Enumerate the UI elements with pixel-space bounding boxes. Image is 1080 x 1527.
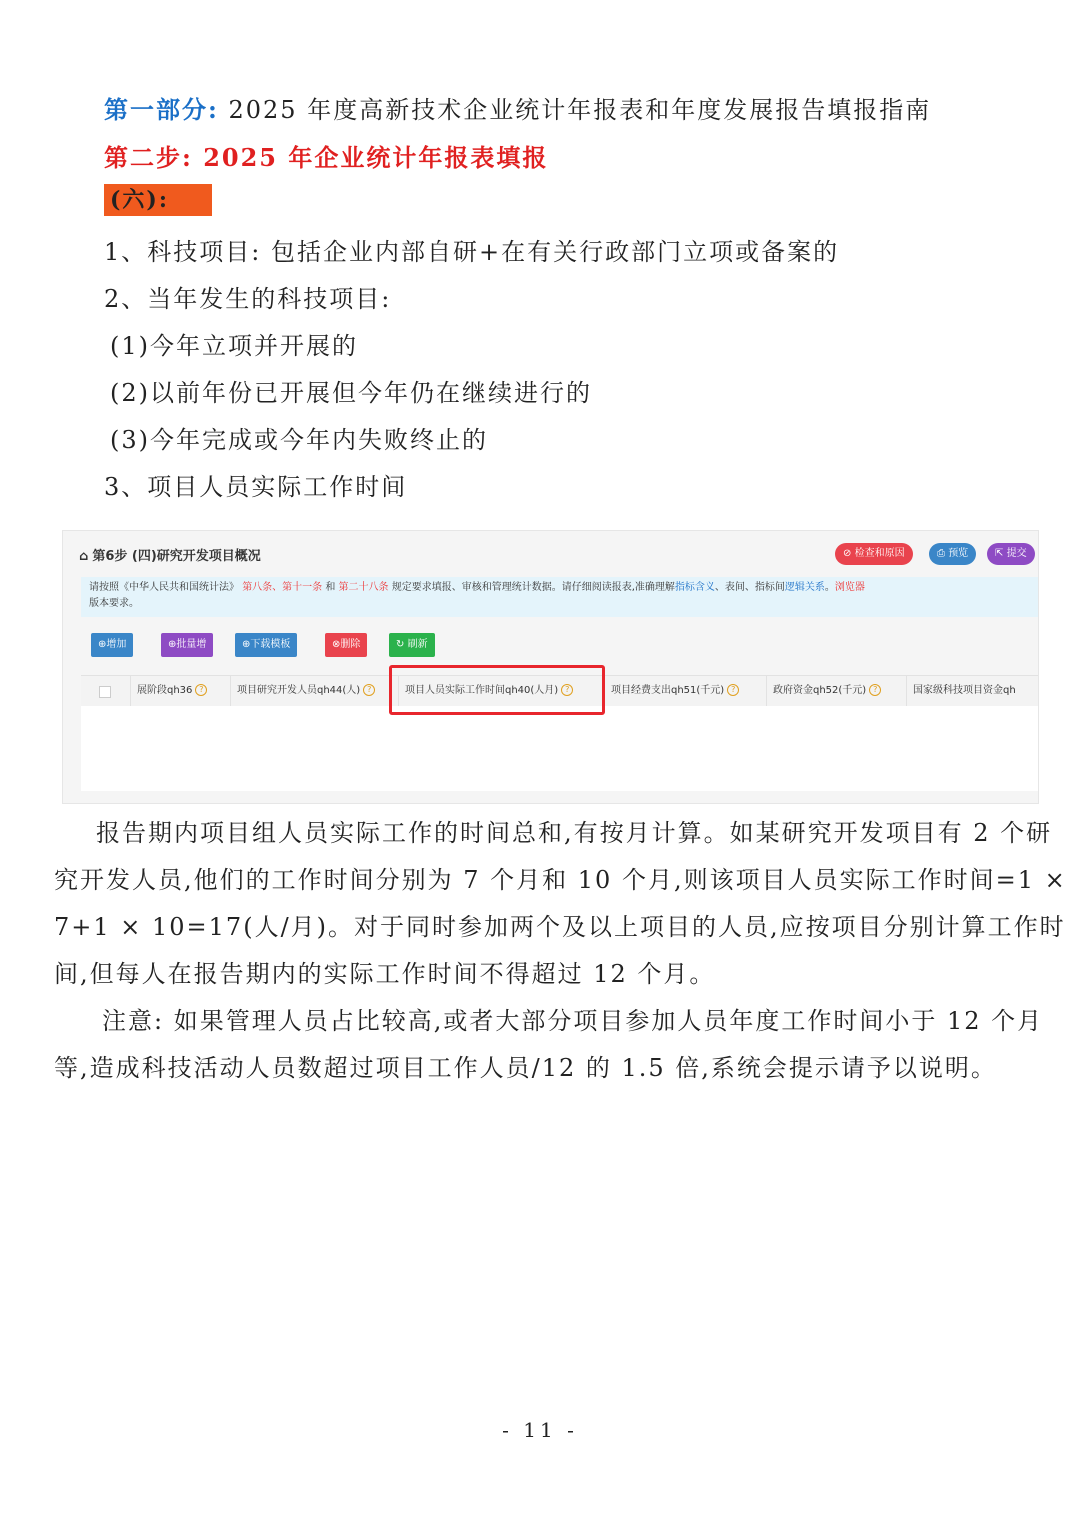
download-template-label: 下载模板 <box>250 639 291 650</box>
notice-text: 请按照《中华人民共和国统计法》 <box>89 582 239 593</box>
list-item: (1)今年立项并开展的 <box>110 332 358 360</box>
paragraph <box>54 998 1044 1092</box>
column-label: 项目人员实际工作时间qh40(人月) <box>405 685 559 696</box>
notice-text: 和 <box>322 582 339 593</box>
notice-link[interactable]: 指标含义 <box>674 582 715 593</box>
batch-add-label: 批量增 <box>176 639 207 650</box>
preview-label: 预览 <box>948 548 969 559</box>
delete-label: 删除 <box>340 639 361 650</box>
download-template-button[interactable] <box>235 633 297 657</box>
add-button[interactable] <box>91 633 133 657</box>
column-label: 项目研究开发人员qh44(人) <box>237 685 361 696</box>
paragraph-line: 注意: 如果管理人员占比较高,或者大部分项目参加人员年度工作时间小于 12 个月 <box>102 1007 1044 1035</box>
list-item: 3、项目人员实际工作时间 <box>104 473 408 501</box>
notice-banner <box>81 577 1039 617</box>
page-number: - 11 - <box>502 1418 578 1442</box>
notice-link[interactable]: 浏览器 <box>834 582 865 593</box>
column-label: 政府资金qh52(千元) <box>773 685 867 696</box>
select-all-cell <box>81 676 131 706</box>
screenshot-title-text: 第6步 (四)研究开发项目概况 <box>92 549 261 564</box>
column-label: 项目经费支出qh51(千元) <box>611 685 725 696</box>
preview-button[interactable] <box>929 543 976 565</box>
column-label: 国家级科技项目资金qh <box>913 685 1016 696</box>
paragraph-line: 报告期内项目组人员实际工作的时间总和,有按月计算。如某研究开发项目有 2 个研 <box>96 819 1053 847</box>
paragraph-line: 7+1 × 10=17(人/月)。对于同时参加两个及以上项目的人员,应按项目分别计算工作时 <box>54 913 1066 941</box>
share-icon: ⇱ <box>995 548 1004 559</box>
notice-text: 、表间、指标间 <box>714 582 785 593</box>
paragraph <box>54 810 1067 998</box>
paragraph-line: 等,造成科技活动人员数超过项目工作人员/12 的 1.5 倍,系统会提示请予以说明。 <box>54 1054 997 1082</box>
refresh-icon: ↻ <box>396 639 405 650</box>
list-item: 1、科技项目: 包括企业内部自研+在有关行政部门立项或备案的 <box>104 238 840 266</box>
section-tag: (六): <box>104 184 212 216</box>
check-reason-label: 检查和原因 <box>854 548 905 559</box>
step-heading: 第二步: 2025 年企业统计年报表填报 <box>104 143 549 172</box>
column-header[interactable] <box>131 676 231 706</box>
column-label: 展阶段qh36 <box>137 685 193 696</box>
notice-text: 规定要求填报、审核和管理统计数据。请仔细阅读报表,准确理解 <box>388 582 675 593</box>
download-icon: ⊕ <box>242 639 251 650</box>
batch-add-button[interactable] <box>161 633 213 657</box>
screenshot-title <box>79 545 261 564</box>
add-label: 增加 <box>106 639 127 650</box>
column-header[interactable] <box>767 676 907 706</box>
print-icon: ⎙ <box>937 548 945 559</box>
paragraph-line: 究开发人员,他们的工作时间分别为 7 个月和 10 个月,则该项目人员实际工作时间=1 × <box>54 866 1067 894</box>
table-body <box>81 706 1039 791</box>
embedded-screenshot <box>62 530 1039 804</box>
home-icon: ⌂ <box>79 549 89 564</box>
check-reason-button[interactable] <box>835 543 913 565</box>
part-label: 第一部分: <box>104 95 219 124</box>
delete-icon: ⊗ <box>332 639 341 650</box>
column-header[interactable] <box>907 676 1039 706</box>
refresh-label: 刷新 <box>407 639 428 650</box>
highlight-box <box>389 665 605 715</box>
help-icon[interactable]: ? <box>727 684 739 696</box>
notice-text: 。 <box>824 582 835 593</box>
list-item: (2)以前年份已开展但今年仍在继续进行的 <box>110 379 592 407</box>
screenshot-header <box>63 531 1038 575</box>
help-icon[interactable]: ? <box>561 684 573 696</box>
plus-circle-icon: ⊕ <box>168 639 177 650</box>
notice-link[interactable]: 第八条、第十一条 <box>242 582 323 593</box>
select-all-checkbox[interactable] <box>99 686 111 698</box>
notice-text: 版本要求。 <box>89 598 139 609</box>
list-item: 2、当年发生的科技项目: <box>104 285 392 313</box>
paragraph-line: 间,但每人在报告期内的实际工作时间不得超过 12 个月。 <box>54 960 716 988</box>
column-header[interactable] <box>605 676 767 706</box>
part-heading <box>104 90 931 125</box>
check-icon: ⊘ <box>843 548 852 559</box>
list-item: (3)今年完成或今年内失败终止的 <box>110 426 488 454</box>
notice-link[interactable]: 第二十八条 <box>338 582 389 593</box>
refresh-button[interactable] <box>389 633 435 657</box>
help-icon[interactable]: ? <box>363 684 375 696</box>
submit-button[interactable] <box>987 543 1035 565</box>
part-text: 2025 年度高新技术企业统计年报表和年度发展报告填报指南 <box>228 96 932 124</box>
delete-button[interactable] <box>325 633 367 657</box>
column-header[interactable] <box>231 676 399 706</box>
submit-label: 提交 <box>1006 548 1027 559</box>
help-icon[interactable]: ? <box>869 684 881 696</box>
plus-circle-icon: ⊕ <box>98 639 107 650</box>
help-icon[interactable]: ? <box>195 684 207 696</box>
notice-link[interactable]: 逻辑关系 <box>784 582 825 593</box>
